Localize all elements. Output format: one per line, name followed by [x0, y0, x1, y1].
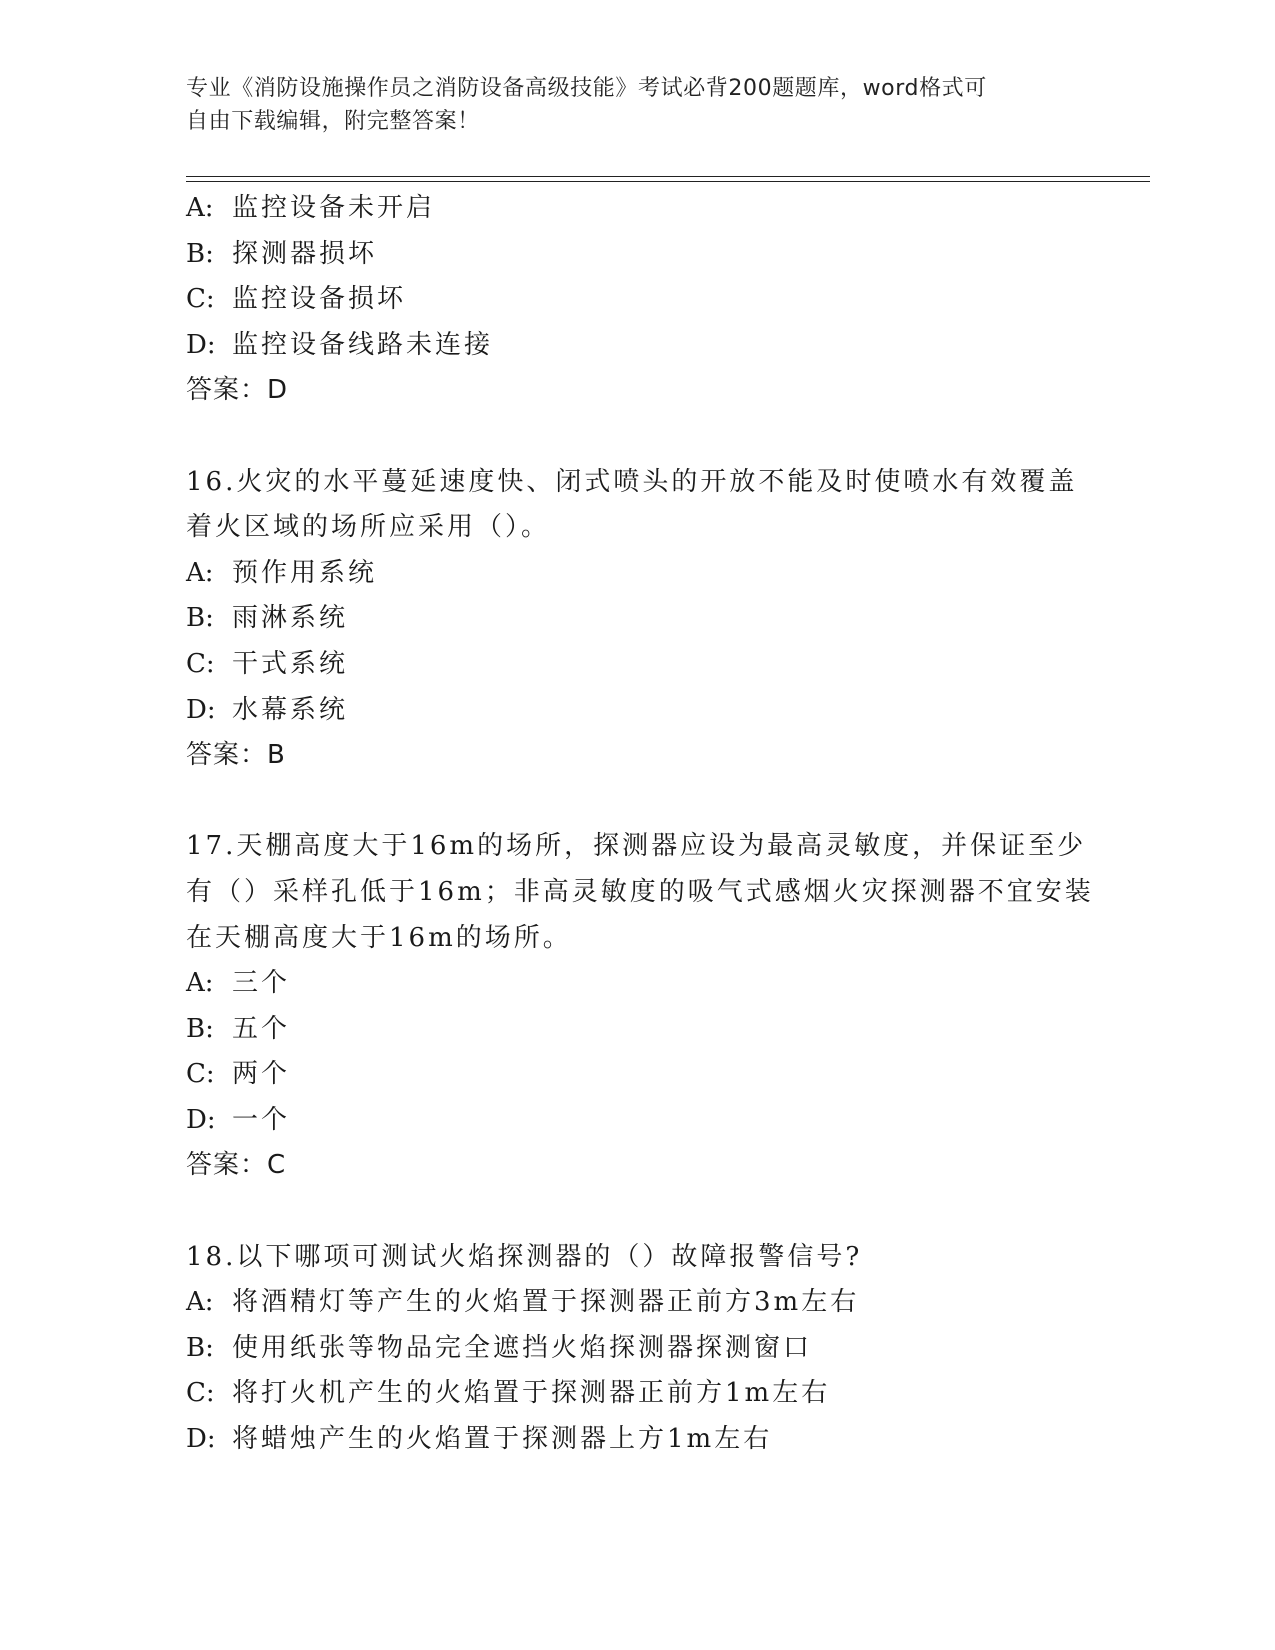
- option-d: D: 监控设备线路未连接: [186, 329, 494, 360]
- question-17: [186, 824, 1094, 1189]
- question-18: [186, 1235, 1086, 1463]
- option-a: A: 将酒精灯等产生的火焰置于探测器正前方3m左右: [186, 1287, 860, 1318]
- option-d: D: 将蜡烛产生的火焰置于探测器上方1m左右: [186, 1424, 773, 1455]
- option-d: D: 一个: [186, 1104, 291, 1135]
- option-a: A: 三个: [186, 968, 291, 999]
- answer-label: 答案：D: [186, 375, 289, 406]
- page-header: [186, 72, 1066, 138]
- question-stem: 18.以下哪项可测试火焰探测器的（）故障报警信号?: [186, 1241, 863, 1272]
- header-line-1: 专业《消防设施操作员之消防设备高级技能》考试必背200题题库，word格式可: [186, 76, 987, 101]
- option-d: D: 水幕系统: [186, 694, 349, 725]
- question-stem: 17.天棚高度大于16m的场所，探测器应设为最高灵敏度，并保证至少: [186, 831, 1087, 862]
- question-stem: 16.火灾的水平蔓延速度快、闭式喷头的开放不能及时使喷水有效覆盖: [186, 466, 1078, 497]
- header-rule-bottom: [186, 181, 1150, 182]
- option-c: C: 干式系统: [186, 648, 349, 679]
- option-a: A: 监控设备未开启: [186, 193, 436, 223]
- option-c: C: 监控设备损坏: [186, 284, 407, 315]
- question-content: [186, 186, 1094, 1463]
- question-15-options: [186, 186, 1086, 414]
- option-b: B: 雨淋系统: [186, 603, 349, 634]
- header-rule-top: [186, 176, 1150, 177]
- option-b: B: 探测器损坏: [186, 238, 378, 269]
- question-16: [186, 460, 1086, 779]
- question-stem: 着火区域的场所应采用（）。: [186, 512, 551, 543]
- option-a: A: 预作用系统: [186, 557, 378, 588]
- option-c: C: 将打火机产生的火焰置于探测器正前方1m左右: [186, 1378, 831, 1409]
- answer-label: 答案：B: [186, 740, 286, 771]
- option-b: B: 五个: [186, 1013, 291, 1044]
- question-stem: 在天棚高度大于16m的场所。: [186, 922, 572, 953]
- answer-label: 答案：C: [186, 1150, 287, 1181]
- question-stem: 有（）采样孔低于16m；非高灵敏度的吸气式感烟火灾探测器不宜安装: [186, 876, 1094, 907]
- option-c: C: 两个: [186, 1059, 291, 1090]
- option-b: B: 使用纸张等物品完全遮挡火焰探测器探测窗口: [186, 1332, 813, 1363]
- header-line-2: 自由下载编辑，附完整答案！: [186, 109, 480, 134]
